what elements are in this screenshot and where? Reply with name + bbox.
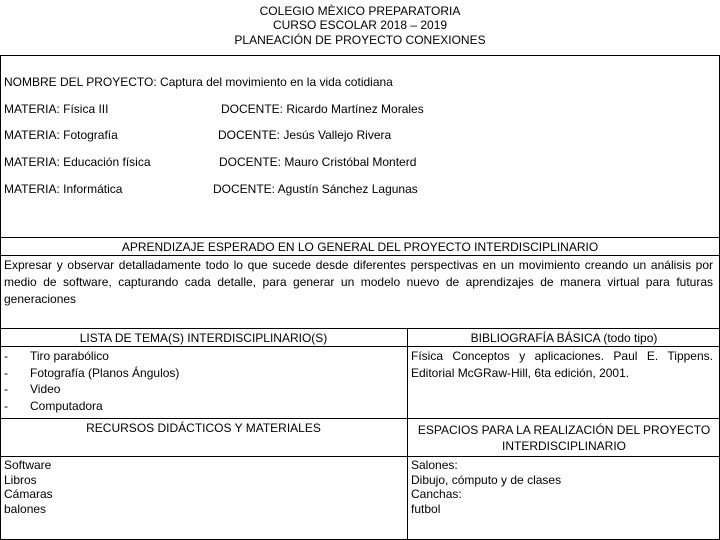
space-item-2: Dibujo, cómputo y de clases	[411, 472, 562, 487]
topic-bullet-1: -	[4, 349, 8, 363]
bibliography-title: BIBLIOGRAFÍA BÁSICA (todo tipo)	[470, 331, 658, 345]
subject-docente-3: DOCENTE: Mauro Cristóbal Monterd	[219, 155, 417, 169]
spaces-title-line2: INTERDISCIPLINARIO	[501, 439, 627, 453]
divider-resources-top	[0, 418, 720, 419]
topic-bullet-2: -	[4, 365, 8, 380]
spaces-title-line1: ESPACIOS PARA LA REALIZACIÓN DEL PROYECTO	[417, 423, 711, 437]
bibliography-text: Física Conceptos y aplicaciones. Paul E. Tippens. Editorial McGRaw-Hill, 6ta edición, 2001.	[411, 349, 713, 380]
subject-docente-4: DOCENTE: Agustín Sánchez Lagunas	[213, 182, 418, 196]
project-name-label: NOMBRE DEL PROYECTO:	[4, 75, 157, 89]
divider-topics-top	[0, 328, 720, 329]
resource-item-4: balones	[4, 501, 47, 516]
divider-topics-title	[0, 346, 720, 347]
space-item-3: Canchas:	[411, 487, 462, 501]
learning-title: APRENDIZAJE ESPERADO EN LO GENERAL DEL PROYECTO INTERDISCIPLINARIO	[121, 240, 599, 254]
topic-bullet-3: -	[4, 382, 8, 396]
divider-learning-top	[0, 237, 720, 238]
topic-item-2: Fotografía (Planos Ángulos)	[30, 365, 180, 380]
resource-item-3: Cámaras	[4, 487, 53, 501]
project-name	[4, 75, 393, 89]
space-item-4: futbol	[411, 501, 441, 516]
space-item-1: Salones:	[411, 458, 458, 472]
school-year: CURSO ESCOLAR 2018 – 2019	[272, 18, 448, 32]
resources-title: RECURSOS DIDÁCTICOS Y MATERIALES	[86, 421, 321, 435]
resource-item-1: Software	[4, 458, 52, 472]
subject-materia-2: MATERIA: Fotografía	[4, 128, 118, 142]
divider-resources-title	[0, 456, 720, 457]
subject-materia-4: MATERIA: Informática	[4, 182, 123, 196]
topic-bullet-4: -	[4, 398, 8, 413]
divider-learning-title	[0, 255, 720, 256]
topic-item-1: Tiro parabólico	[30, 349, 109, 363]
school-name: COLEGIO MÈXICO PREPARATORIA	[259, 4, 461, 18]
learning-text: Expresar y observar detalladamente todo lo que sucede desde diferentes perspectivas en un movimiento creando un análisis por medio de software, capturando cada detalle, para generar un modelo nuevo de aprendizajes de manera virtual para futuras generaciones	[4, 258, 713, 306]
subject-materia-1: MATERIA: Física III	[4, 102, 109, 116]
topic-item-4: Computadora	[30, 398, 103, 413]
subject-materia-3: MATERIA: Educación física	[4, 155, 151, 169]
subject-docente-2: DOCENTE: Jesús Vallejo Rivera	[218, 128, 392, 142]
subject-docente-1: DOCENTE: Ricardo Martínez Morales	[221, 102, 424, 116]
document-title: PLANEACIÓN DE PROYECTO CONEXIONES	[234, 33, 486, 47]
resource-item-2: Libros	[4, 472, 37, 487]
topic-item-3: Video	[30, 382, 61, 396]
project-name-value: Captura del movimiento en la vida cotidiana	[160, 75, 393, 89]
topics-title: LISTA DE TEMA(S) INTERDISCIPLINARIO(S)	[79, 331, 328, 345]
